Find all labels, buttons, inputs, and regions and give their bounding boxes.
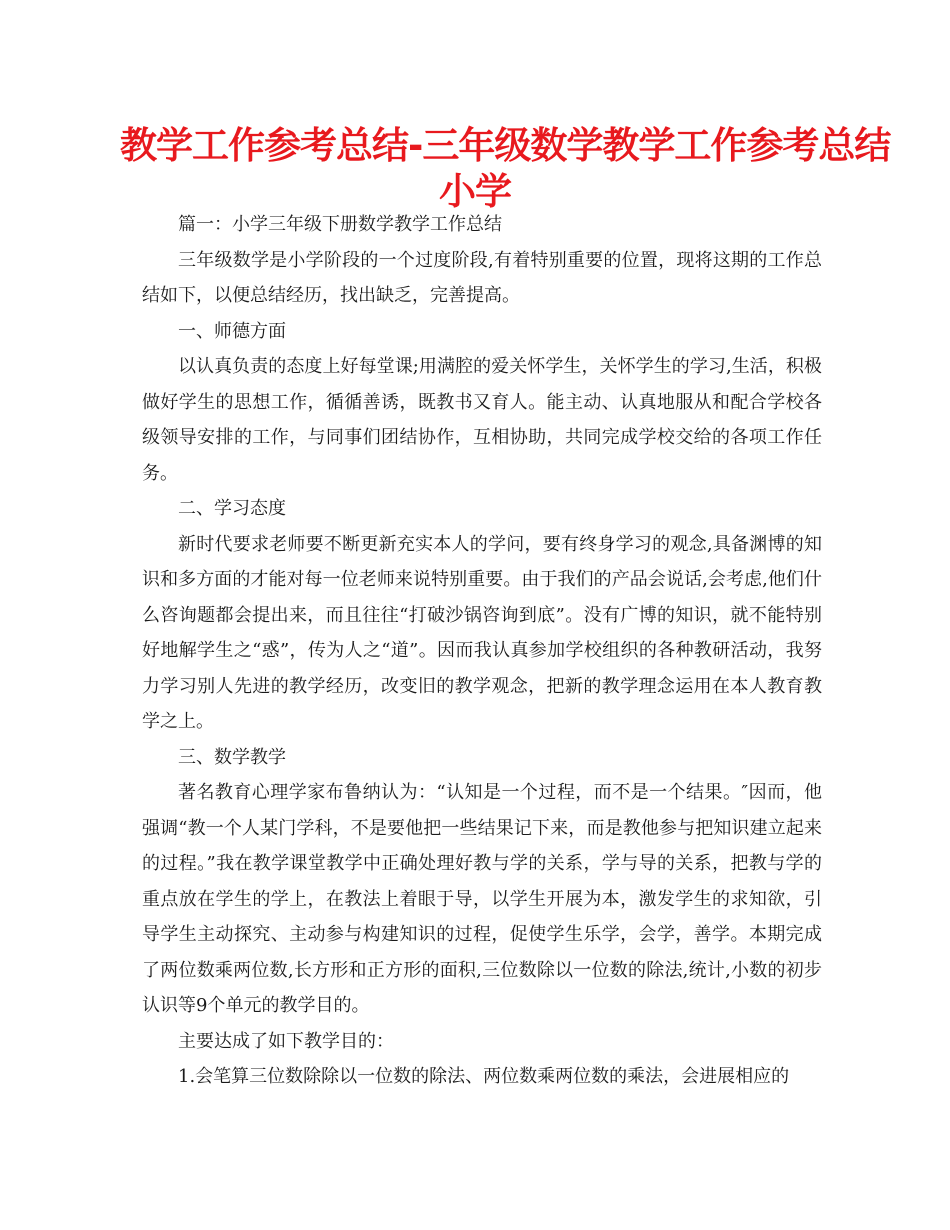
paragraph: 新时代要求老师要不断更新充实本人的学问，要有终身学习的观念,具备渊博的知识和多方面的才能对每一位老师来说特别重要。由于我们的产品会说话,会考虑,他们什么咨询题都会提出来，而且往往“打破沙锅咨询到底”。没有广博的知识，就不能特别好地解学生之“惑”，传为人之“道”。因而我认真参加学校组织的各种教研活动，我努力学习别人先进的教学经历，改变旧的教学观念，把新的教学理念运用在本人教育教学之上。 xyxy=(142,533,822,732)
document-body xyxy=(142,207,822,1095)
paragraph: 篇一：小学三年级下册数学教学工作总结 xyxy=(178,214,502,235)
document-title-line-1: 教学工作参考总结-三年级数学教学工作参考总结 xyxy=(120,124,891,167)
paragraph: 主要达成了如下教学目的： xyxy=(178,1030,394,1052)
paragraph: 1.会笔算三位数除除以一位数的除法、两位数乘两位数的乘法，会进展相应的 xyxy=(178,1066,790,1087)
document-title-line-2: 小学 xyxy=(439,170,511,213)
section-heading: 一、师德方面 xyxy=(178,320,286,342)
paragraph: 著名教育心理学家布鲁纳认为：“认知是一个过程，而不是一个结果。″因而，他强调“教一个人某门学科，不是要他把一些结果记下来，而是教他参与把知识建立起来的过程。”我在教学课堂教学中正确处理好教与学的关系，学与导的关系，把教与学的重点放在学生的学上，在教法上着眼于导，以学生开展为本，激发学生的求知欲，引导学生主动探究、主动参与构建知识的过程，促使学生乐学，会学，善学。本期完成了两位数乘两位数,长方形和正方形的面积,三位数除以一位数的除法,统计,小数的初步认识等9个单元的教学目的。 xyxy=(142,782,822,1016)
paragraph: 三年级数学是小学阶段的一个过度阶段,有着特别重要的位置，现将这期的工作总结如下，以便总结经历，找出缺乏，完善提高。 xyxy=(142,249,822,306)
section-heading: 二、学习态度 xyxy=(178,498,286,519)
paragraph: 以认真负责的态度上好每堂课;用满腔的爱关怀学生，关怀学生的学习,生活，积极做好学生的思想工作，循循善诱，既教书又育人。能主动、认真地服从和配合学校各级领导安排的工作，与同事们团结协作，互相协助，共同完成学校交给的各项工作任务。 xyxy=(142,356,822,484)
section-heading: 三、数学教学 xyxy=(178,746,286,768)
